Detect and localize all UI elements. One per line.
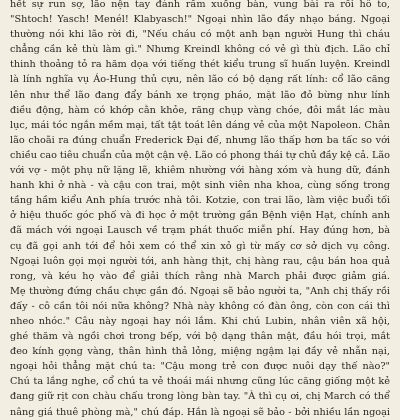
text-line: đấy - cô cần tôi nói nữa không? Nhà này không có đàn ông, còn con cái thì xyxy=(10,300,390,312)
text-line: lên như thể lão đang đẩy bánh xe trọng pháo, mặt lão đỏ bừng như lính xyxy=(10,89,390,101)
text-line: Chú ta lắng nghe, cổ chú ta vẻ thoái mái nhưng cũng lúc căng giống một kẻ xyxy=(10,376,390,388)
text-line: "Shtoch! Yasch! Menél! Klabyasch!" Ngoại nhìn lão đầy nhạo báng. Ngoại xyxy=(10,14,390,26)
text-line: ở hiệu thuốc góc phố và đi học ở một trường gần Bệnh viện Hạt, chính anh xyxy=(10,210,390,222)
text-line: điều động, hàm có khớp cằn khỏe, răng chụp vàng chóe, đôi mắt lác màu xyxy=(10,104,390,116)
text-line: tầng hầm kiểu Anh phía trước nhà tôi. Kotzie, con trai lão, làm việc buổi tối xyxy=(10,195,390,207)
text-line: ngoại hỏi thẳng mặt chú ta: "Cậu mong trẻ con được nuôi dạy thế nào?" xyxy=(10,361,390,373)
text-line: Mẹ thường đứng chầu chực gần đó. Ngoại sẽ bảo người ta, "Anh chị thấy rồi xyxy=(10,285,390,297)
text-line: nheo nhóc." Câu này ngoại hay nói lắm. Khi chú Lubin, nhân viên xã hội, xyxy=(10,315,390,327)
text-line: hanh khi ở nhà - và cậu con trai, một sinh viên nha khoa, cùng sống trong xyxy=(10,180,390,192)
text-line: nâng giá thuê phòng mà," chú đáp. Hắn là ngoại sẽ bảo - bởi nhiều lần ngoại xyxy=(10,406,390,418)
text-line: thinh thoảng tỏ ra hăm dọa với tiếng thét kiểu trung sĩ huấn luyện. Kreindl xyxy=(10,59,390,71)
body-text xyxy=(10,0,390,420)
text-line: Ngoại luôn gọi mọi người tới, anh hàng thịt, chị hàng rau, cậu bán hoa quả xyxy=(10,255,390,267)
text-line: cụ đã gọi anh tới để hỏi xem có thể xin xỏ gì từ mấy cơ sở dịch vụ công. xyxy=(10,240,390,252)
text-line: rong, và kéu họ vào để giải thích rằng nhà March phải được giảm giá. xyxy=(10,270,390,282)
text-line: đang giữ rịt con chàu chấu trong lòng bàn tay. "À thì cụ ơi, chị March có thể xyxy=(10,391,390,403)
text-line: đeo kính gọng vàng, thân hình thả lỏng, miệng ngậm lại đầy vẻ nhẫn nại, xyxy=(10,346,390,358)
text-line: là lính nghĩa vụ Áo-Hung thủ cựu, nên lão có bộ dạng rất lính: cổ lão căng xyxy=(10,74,390,86)
text-line: ghé thăm và ngồi chơi trong bếp, với bộ dạng thân mật, đầu hói trọi, mắt xyxy=(10,331,390,343)
text-line: chiều cao tiêu chuẩn của một cận vệ. Lão có phong thái tự chủ đầy kệ cả. Lão xyxy=(10,149,390,161)
text-line: thường nói khi lão rời đi, "Nếu cháu có một anh bạn người Hung thì cháu xyxy=(10,29,390,41)
text-line: lục, mái tóc ngắn mềm mại, tất tật toát lên dáng vẻ của một Napoleon. Chân xyxy=(10,119,390,131)
text-line: lão choãi ra đúng chuẩn Frederick Đại đế, nhưng lão thấp hơn ba tấc so với xyxy=(10,134,390,146)
text-line: đã mách với ngoại Lausch về trạm phát thuốc miễn phí. Hay đúng hơn, bà xyxy=(10,225,390,237)
text-line: với vợ - một phụ nữ lặng lẽ, khiêm nhường với hàng xóm và hung dữ, đánh xyxy=(10,165,390,177)
text-line: hết sự run sợ, lão nện tay đánh rầm xuống bàn, vung bài ra rồi hô to, xyxy=(10,0,390,10)
text-line: chẳng cần kẻ thù làm gì." Nhưng Kreindl không có vẻ gì thù địch. Lão chỉ xyxy=(10,44,390,56)
